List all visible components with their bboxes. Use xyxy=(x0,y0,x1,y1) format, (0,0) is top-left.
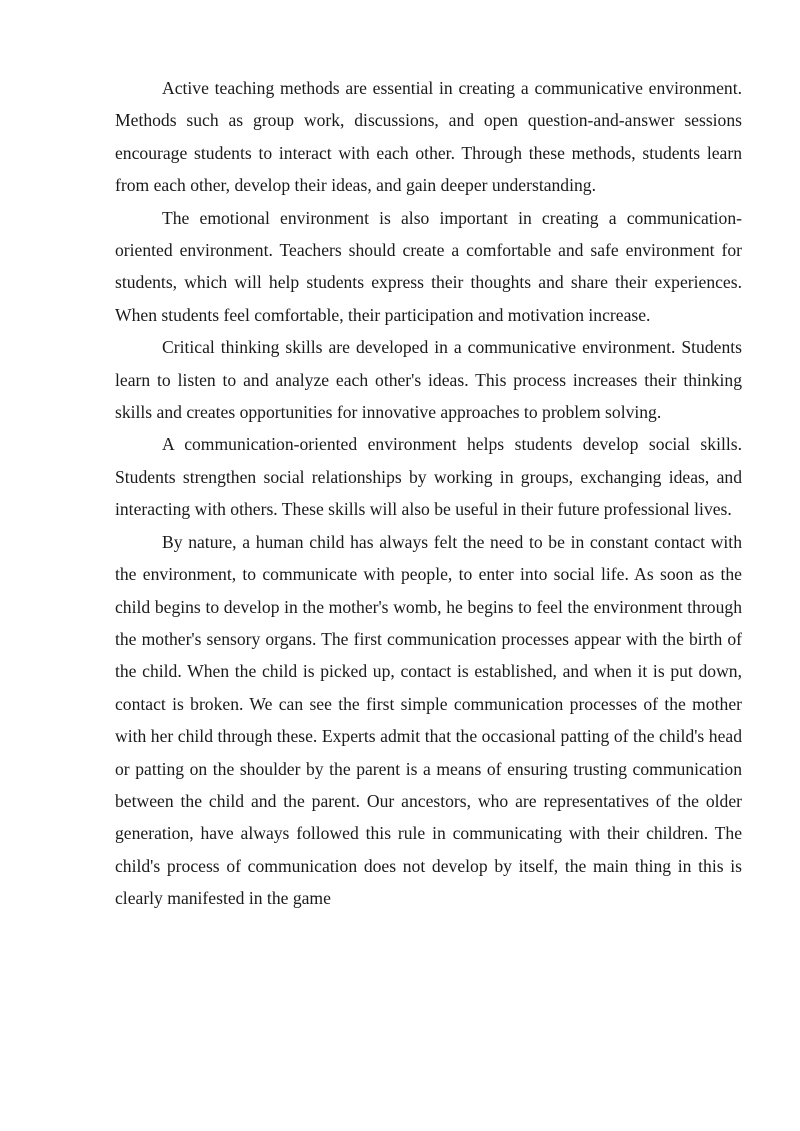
paragraph-social-skills: A communication-oriented environment helps students develop social skills. Students strengthen social relationships by working in groups, exchanging ideas, and interacting with others. These skills will also be useful in their future professional lives. xyxy=(115,434,742,520)
paragraph-critical-thinking: Critical thinking skills are developed in a communicative environment. Students learn to listen to and analyze each other's ideas. This process increases their thinking skills and creates opportunities for innovative approaches to problem solving. xyxy=(115,337,742,423)
paragraph-child-communication: By nature, a human child has always felt the need to be in constant contact with the environment, to communicate with people, to enter into social life. As soon as the child begins to develop in the mother's womb, he begins to feel the environment through the mother's sensory organs. The first communication processes appear with the birth of the child. When the child is picked up, contact is established, and when it is put down, contact is broken. We can see the first simple communication processes of the mother with her child through these. Experts admit that the occasional patting of the child's head or patting on the shoulder by the parent is a means of ensuring trusting communication between the child and the parent. Our ancestors, who are representatives of the older generation, have always followed this rule in communicating with their children. The child's process of communication does not develop by itself, the main thing in this is clearly manifested in the game xyxy=(115,531,742,909)
paragraph-active-teaching: Active teaching methods are essential in creating a communicative environment. Methods such as group work, discussions, and open question-and-answer sessions encourage students to interact with each other. Through these methods, students learn from each other, develop their ideas, and gain deeper understanding. xyxy=(115,78,742,196)
paragraph-emotional-environment: The emotional environment is also important in creating a communication-oriented environment. Teachers should create a comfortable and safe environment for students, which will help students express their thoughts and share their experiences. When students feel comfortable, their participation and motivation increase. xyxy=(115,207,742,325)
document-page xyxy=(115,72,742,915)
